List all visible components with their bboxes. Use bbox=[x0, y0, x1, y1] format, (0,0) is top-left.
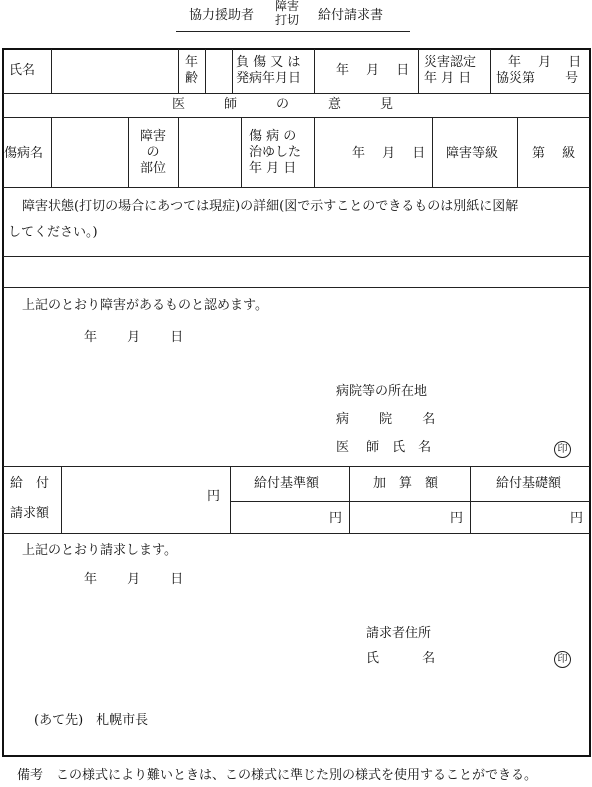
disorder-part-label-3: 部位 bbox=[139, 161, 166, 176]
disorder-part-label-2: の bbox=[146, 145, 160, 160]
addition-label: 加 算 額 bbox=[373, 476, 439, 491]
base-amount-unit[interactable]: 円 bbox=[329, 511, 343, 526]
doctor-opinion-title: 医 師 の 意 見 bbox=[172, 97, 394, 112]
doctor-date[interactable]: 年 月 日 bbox=[84, 330, 184, 345]
name-label: 氏名 bbox=[9, 63, 36, 78]
title-stack-top: 障害 bbox=[275, 0, 300, 13]
grade-label: 障害等級 bbox=[446, 146, 499, 161]
cert-label-top: 災害認定 bbox=[424, 55, 477, 70]
claimant-name-label: 氏 名 bbox=[366, 651, 436, 666]
doctor-seal-icon: 印 bbox=[554, 441, 571, 458]
hospital-address-label: 病院等の所在地 bbox=[336, 384, 428, 399]
age-label-bottom: 齢 bbox=[185, 71, 199, 86]
disease-label: 傷病名 bbox=[4, 146, 44, 161]
payment-label-top: 給 付 bbox=[10, 476, 50, 491]
injury-date-label-top: 負 傷 又 は bbox=[236, 55, 301, 70]
detail-text-line2: してください。) bbox=[8, 225, 98, 240]
injury-date-label-bottom: 発病年月日 bbox=[236, 71, 302, 86]
basic-amount-label: 給付基礎額 bbox=[496, 476, 562, 491]
title-right: 給付請求書 bbox=[318, 8, 384, 23]
payment-label-bottom: 請求額 bbox=[10, 506, 50, 521]
healed-label-3: 年 月 日 bbox=[249, 161, 297, 176]
age-label-top: 年 bbox=[185, 55, 199, 70]
claimant-date[interactable]: 年 月 日 bbox=[84, 572, 184, 587]
remarks-note: 備考 この様式により難いときは、この様式に準じた別の様式を使用することができる。 bbox=[17, 768, 538, 783]
claimant-seal-icon: 印 bbox=[554, 651, 571, 668]
payment-yen: 円 bbox=[207, 489, 221, 504]
claimant-address-label: 請求者住所 bbox=[366, 626, 432, 641]
doctor-name-label: 医 師 氏 名 bbox=[336, 440, 432, 455]
basic-amount-unit[interactable]: 円 bbox=[570, 511, 584, 526]
claimant-statement: 上記のとおり請求します。 bbox=[22, 543, 177, 558]
disorder-part-label-1: 障害 bbox=[139, 129, 166, 144]
title-left: 協力援助者 bbox=[189, 8, 255, 23]
age-field[interactable] bbox=[206, 49, 232, 93]
grade-value[interactable]: 第 級 bbox=[532, 146, 576, 161]
cert-number-value[interactable]: 協災第 号 bbox=[496, 71, 579, 86]
base-amount-label: 給付基準額 bbox=[254, 476, 320, 491]
cert-label-bottom: 年 月 日 bbox=[424, 71, 472, 86]
title-stack-bottom: 打切 bbox=[275, 13, 300, 27]
disorder-part-field[interactable] bbox=[179, 118, 241, 187]
healed-label-1: 傷 病 の bbox=[249, 129, 297, 144]
cert-date-value[interactable]: 年 月 日 bbox=[508, 55, 582, 70]
addressee: (あて先) 札幌市長 bbox=[34, 713, 149, 728]
hospital-name-label: 病 院 名 bbox=[336, 412, 436, 427]
healed-date-value[interactable]: 年 月 日 bbox=[352, 146, 426, 161]
name-field[interactable] bbox=[52, 49, 178, 93]
injury-date-value[interactable]: 年 月 日 bbox=[336, 63, 410, 78]
disease-field[interactable] bbox=[52, 118, 128, 187]
title-underline bbox=[176, 31, 410, 32]
addition-unit[interactable]: 円 bbox=[450, 511, 464, 526]
healed-label-2: 治ゆした bbox=[249, 145, 302, 160]
detail-text-line1: 障害状態(打切の場合にあつては現症)の詳細(図で示すことのできるものは別紙に図解 bbox=[22, 199, 519, 214]
detail-field[interactable] bbox=[3, 257, 589, 287]
payment-amount-field[interactable] bbox=[62, 467, 207, 533]
doctor-statement: 上記のとおり障害があるものと認めます。 bbox=[22, 298, 268, 313]
